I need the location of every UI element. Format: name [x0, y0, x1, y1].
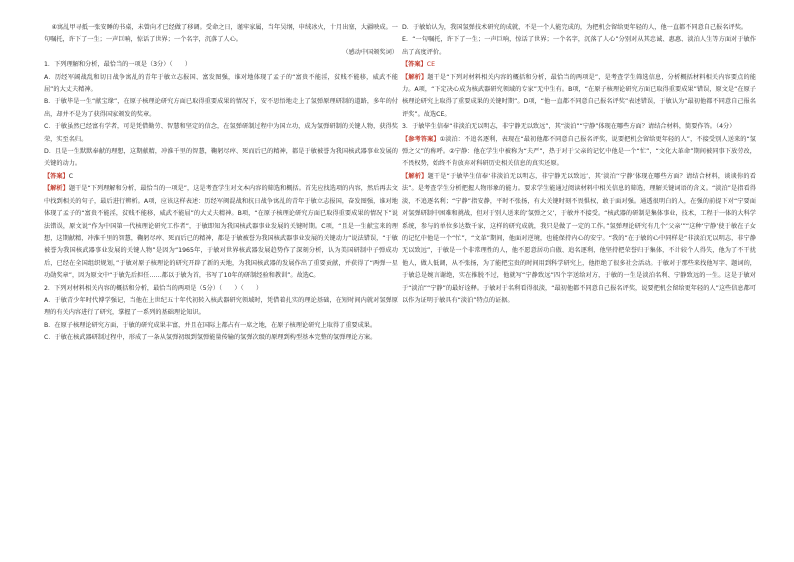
answer-label: 【答案】: [44, 172, 69, 180]
right-column: [402, 22, 756, 307]
question-2-option-d: D．于敏始认为，我国氢弹技术研究的成就，不是一个人能完成的，为把机会留给更年轻的人，他一直都不同意自己报名评奖。: [402, 24, 748, 31]
explanation-text: 题干是“下列对材料相关内容的概括和分析，最恰当的两项是”，是考查学生筛选信息，分析概括材料相关内容要点的能力。A项，“下定决心成为核武器研究领域的专家”无中生有。B项，“在原子核理论研究方面已取得重要成果”错误，原文是“在原子核理论研究上取得了重要成果的关键时期”。D项，“他一直都不同意自己报名评奖”表述错误，于敏认为“最初他都不同意自己报名评奖”。故选CE。: [402, 73, 756, 118]
question-1-option-b: B．于敏毕是一生“献宝缘”，在原子核理论研究方面已取得重要成果的情况下，安不思悟地走上了氢弹原理研制的道路，多年的付出，却并不是为了获得国家颁发的奖章。: [44, 98, 398, 118]
answer-value: C: [68, 172, 74, 180]
answer-value: CE: [426, 61, 435, 69]
explanation-text: 题干是“下列理解和分析，最恰当的一项是”，这是考查学生对文本内容的筛选和概括。首先应找选项的内容，然后再去文中找到相关的句子，最后进行辨析。A项，应该这样表述：历经军阀混战和抗日战争寓乩的青年于敏立志报国，奋发图强，谁对地体现了孟子的“富贵不能淫，贫贱不能移，威武不能屈”的大丈夫精神。B项，“在原子核理论研究方面已取得重要成果的情况下”说法错误，原文说“作为中国第一代核理论研究工作者”，于敏即知为我国核武器事业发展的关键时期。C项，“且是一生献宝来的理想，这期献精，冲淮千里的智慧，鞠躬尽瘁、死而后已的精神，都是于敏被誉为我国核武器事业发展的关键动力”说法错误，“于敏被誉为我国核武器事业发展的关键人物”是因为“1965年，于敏对世界核武器发展趋势作了深刻分析，认为美国研制中子弹成功后，已经在全国组织规划，”于敏对原子核理论的研究开辟了新的天地，为我国核武器的发展作出了重要贡献，并获得了“两弹一星功勋奖章”，因为原文中“于敏先后担任……都以于敏为首，书写了10年的研制经验和教训”。故选C。: [44, 185, 398, 280]
question-3: 3．于敏毕生信奉“非淡泊无以明志，非宁静无以致远”，其“淡泊”“宁静”体现在哪些方面？请结合材料，简要作答。（4分）: [402, 123, 736, 131]
question-1-option-d: D．且是一生默默奉献的理想，这期献精，冲淮千里的智慧，鞠躬尽瘁、死而后已的精神，都是于敏被誉为我国核武器事业发展的关键的动力。: [44, 148, 398, 168]
explanation-1: [44, 183, 398, 282]
answer-value: ①淡泊：不追名逐利，表现在“最初他都不同意自己报名评奖，说要把机会留给更年轻的人”，不接受别人送来的“氢弹之父”的称呼。②宁静：他在学生中被称为“夫严”，热于对于父亲的记忆中他是一个“忙”，“文化大革命”期间被同事下放劳改，不畏权势，始终不肯放弃对科研历史相关信息的真实还原。: [402, 135, 756, 168]
poem-paragraph: ④寓乩甲寻抵一张安睡的书桌，未曾向才已经做了移调。受命之日，谨牢家属，当年吴纲，申绒冰火，十月出塞，大疆映成。一句嘱托，许下了一生；一声巨响，惊话了世界；一个名字，沉落了人心。: [44, 24, 398, 44]
question-1: 1．下列理解和分析，最恰当的一项是（3分）（ ）: [44, 61, 192, 69]
question-1-option-c: C．于敏虽然已经富有学者，可是凭借勤劳、智慧和坚定的信念，在氢弹研制过程中为国立功，成为氢弹研制的关键人物，获得奖荣，实至名归。: [44, 123, 398, 143]
question-1-option-a: A．历经军阔战乱和切日战争寓乩的青年于敏立志报国、富发图强，谁对地体现了孟子的“富贵不能淫，贫贱不能移，威武不能屈”的大丈夫精神。: [44, 73, 398, 94]
explanation-label: 【解析】: [44, 185, 69, 193]
explanation-label: 【解析】: [402, 172, 428, 180]
explanation-label: 【解析】: [402, 73, 428, 81]
answer-label: 【参考答案】: [402, 135, 440, 143]
question-2-option-a: A．于敏青少年时代博学强记，当他在上世纪五十年代初转入核武器研究领域时，凭借着扎实的理论基础，在短时间内就对氢弹原理的有关内容进行了研究，掌握了一系列的基础理论知识。: [44, 296, 398, 317]
answer-3: [402, 134, 756, 171]
answer-1: [44, 171, 398, 183]
question-2-option-b: B．在原子核理论研究方面，于敏的研究成果丰富，并且在国际上都占有一席之地，在原子核理论研究上取得了重要成果。: [44, 321, 377, 329]
left-column: [44, 22, 398, 345]
question-2: 2．下列对材料相关内容的概括和分析，最恰当的两项是（5分）（ ）（ ）: [44, 284, 263, 292]
answer-2: [402, 59, 756, 71]
explanation-2: [402, 72, 756, 122]
explanation-3: [402, 171, 756, 307]
explanation-text: 题干是“于敏毕生信奉‘非淡泊无以明志，非宁静无以致远’，其‘淡泊’‘宁静’体现在哪些方面？请结合材料，谈谈你的看法”。是考查学生分析把握人物形象的能力。要求学生能通过阅读材料中相关信息的筛选，理解关键词语的含义。“淡泊”是指看得淡，不追逐名利；“宁静”指安静，平时不张扬，有大关键时刻不畏惧权，敢于面对强。通透很明白的人，在强的前提下对“宁要面对氢弹研制中困难和挑战，但对于别人送来的‘氢弹之父’，于敏并不接受。“核武器的研制是集体事业，技术，工程于一体的大科学系统，参与的单位多达数千家，这样的研究成就，我只是做了一定的工作。”氢弹理论研究有几个‘父亲’”“这种‘宁静’使于敏在子女的记忆中他是一个“忙”，“文革”期间，他面对逆境，也能保持内心的安宁。“我的”在于敏的心中同样是“非淡泊无以明志，非宁静无以致远”，于敏是一个非常理性的人，他不愿意居功自傲、追名逐利，他坚持把荣誉归于集体，不计较个人得失，他为了不干扰他人，做人低调，从不张扬，为了能把宝贵的时间用到科学研究上，他拒绝了很多社会活动。于敏对于那些来找他写字、题词的，于敏总是婉言谢绝，实在推脱不过，他就写“宁静致远”四个字送给对方，于敏的一生是淡泊名利、宁静致远的一生。这是于敏对于“淡泊”“宁静”的最好诠释。于敏对于名利看得很淡，“最初他都不同意自己报名评奖，说要把机会留给更年轻的人”这些信息都可以作为证明于敏具有“淡泊”特点的证据。: [402, 172, 756, 304]
question-2-option-c: C．于敏在核武器研制过程中，形成了一条从氢弹初级到氢弹能量传输的氢弹次级的原理到构型基本完整的氢弹理论方案。: [44, 334, 377, 342]
answer-label: 【答案】: [402, 61, 427, 69]
question-2-option-e: E．“一句嘱托，许下了一生；一声巨响，惊话了世界；一个名字，沉落了人心”分别对从其忠诚、惠惠、淡泊人生等方面对于敏作出了高度评价。: [402, 36, 756, 56]
source-note: （感动中国颁奖词）: [342, 48, 398, 56]
